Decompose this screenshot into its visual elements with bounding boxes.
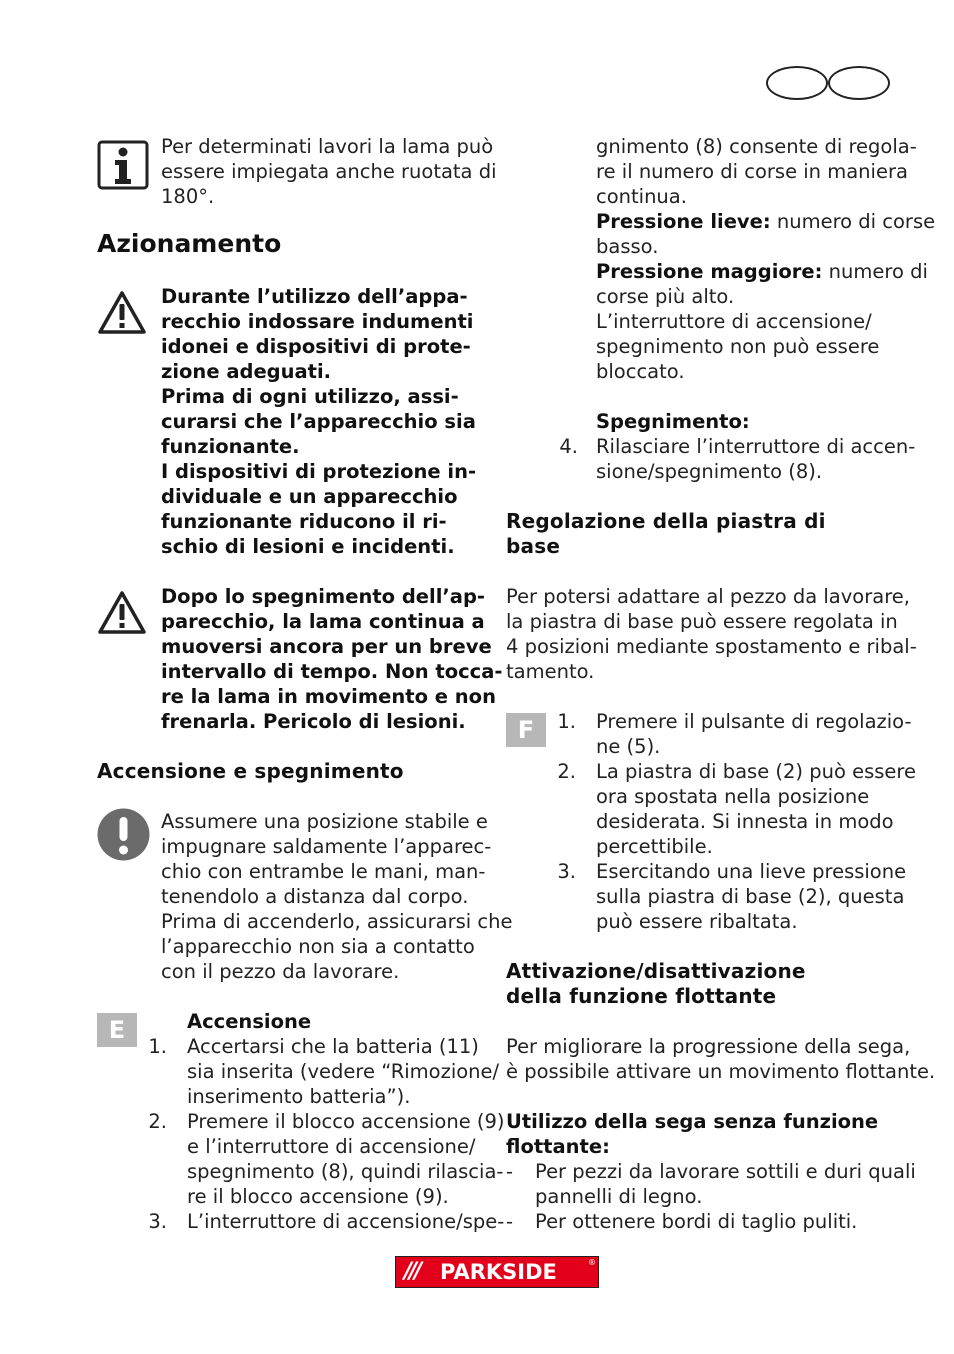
step-line: gnimento (8) consente di regola- (596, 135, 917, 158)
heading-line: della funzione flottante (506, 984, 777, 1008)
caution-line: chio con entrambe le mani, man- (161, 860, 486, 883)
regolazione-intro (506, 584, 917, 684)
caution-text (161, 809, 512, 984)
pressure-strong-text: numero di (822, 260, 928, 283)
step-line: e l’interruttore di accensione/ (187, 1135, 476, 1158)
accensione-steps (137, 1034, 505, 1234)
pressure-light-label: Pressione lieve: (596, 210, 771, 233)
logo-wordmark: PARKSIDE (440, 1260, 557, 1284)
warning-text-2 (161, 584, 502, 734)
subsection-title-senza-flottante (506, 1109, 878, 1159)
step-line: desiderata. Si innesta in modo (596, 810, 894, 833)
bullet-dash: - (506, 1160, 514, 1183)
caution-line: Assumere una posizione stabile e (161, 810, 488, 833)
subtitle-line: Utilizzo della sega senza funzione (506, 1110, 879, 1133)
warning-line: zione adeguati. (161, 360, 332, 383)
step-line: sulla piastra di base (2), questa (596, 885, 905, 908)
step-line: percettibile. (596, 835, 713, 858)
figure-badge-f: F (506, 713, 546, 747)
warning-line: Dopo lo spegnimento dell’ap- (161, 585, 486, 608)
warning-line: intervallo di tempo. Non tocca- (161, 660, 503, 683)
step-line: inserimento batteria”). (187, 1085, 411, 1108)
step-line: La piastra di base (2) può essere (596, 760, 916, 783)
exclamation-circle-icon (97, 808, 150, 861)
logo-slashes: /// (404, 1259, 420, 1284)
step-number: 3. (148, 1210, 167, 1233)
section-title-azionamento: Azionamento (97, 229, 282, 258)
step-text (596, 759, 916, 859)
step-line: Premere il pulsante di regolazio- (596, 710, 912, 733)
step-line: spegnimento (8), quindi rilascia- (187, 1160, 504, 1183)
step-number: 1. (557, 710, 576, 733)
step-line: Esercitando una lieve pressione (596, 860, 907, 883)
caution-line: Prima di accenderlo, assicurarsi che (161, 910, 513, 933)
caution-line: l’apparecchio non sia a contatto (161, 935, 475, 958)
subtitle-line: flottante: (506, 1135, 610, 1158)
step-text (187, 1034, 499, 1109)
warning-triangle-icon (97, 589, 147, 635)
lock-line: spegnimento non può essere (596, 335, 880, 358)
warning-line: re la lama in movimento e non (161, 685, 496, 708)
step-line: può essere ribaltata. (596, 910, 798, 933)
warning-line: funzionante riducono il ri- (161, 510, 447, 533)
bullet-line: pannelli di legno. (535, 1185, 703, 1208)
step-line: Accertarsi che la batteria (11) (187, 1035, 479, 1058)
warning-line: I dispositivi di protezione in- (161, 460, 477, 483)
heading-line: base (506, 534, 561, 558)
warning-triangle-icon (97, 289, 147, 335)
section-title-regolazione (506, 509, 826, 559)
pressure-light-line (596, 209, 935, 234)
flottante-intro (506, 1034, 935, 1084)
heading-line: Regolazione della piastra di (506, 509, 826, 533)
bullet-text (535, 1209, 857, 1234)
intro-line: Per potersi adattare al pezzo da lavorare, (506, 585, 910, 608)
step-line: L’interruttore di accensione/spe- (187, 1210, 505, 1233)
step-line: Premere il blocco accensione (9) (187, 1110, 505, 1133)
warning-line: recchio indossare indumenti (161, 310, 474, 333)
step-text (187, 1209, 504, 1234)
intro-line: 4 posizioni mediante spostamento e ribal- (506, 635, 917, 658)
bullet-text (535, 1159, 916, 1209)
bullet-line: Per pezzi da lavorare sottili e duri quali (535, 1160, 916, 1183)
step-line: re il numero di corse in maniera (596, 160, 908, 183)
warning-line: muoversi ancora per un breve (161, 635, 492, 658)
step-number: 3. (557, 860, 576, 883)
warning-line: Durante l’utilizzo dell’appa- (161, 285, 468, 308)
warning-line: funzionante. (161, 435, 300, 458)
flottante-bullets (506, 1159, 916, 1239)
intro-line: la piastra di base può essere regolata in (506, 610, 898, 633)
warning-line: parecchio, la lama continua a (161, 610, 485, 633)
step-line: sia inserita (vedere “Rimozione/ (187, 1060, 500, 1083)
warning-line: Prima di ogni utilizzo, assi- (161, 385, 459, 408)
intro-line: Per migliorare la progressione della sega, (506, 1035, 911, 1058)
info-note-line: Per determinati lavori la lama può (161, 135, 494, 158)
info-note (161, 134, 497, 209)
pressure-strong-line (596, 259, 935, 284)
figure-badge-e: E (97, 1013, 137, 1047)
step-number: 1. (148, 1035, 167, 1058)
step4-text (596, 434, 915, 484)
lock-line: bloccato. (596, 360, 685, 383)
info-note-line: essere impiegata anche ruotata di (161, 160, 497, 183)
subsection-title-accensione: Accensione (187, 1010, 312, 1033)
regolazione-steps (546, 709, 916, 939)
step-number: 2. (557, 760, 576, 783)
step-text (187, 1109, 505, 1209)
caution-line: tenendolo a distanza dal corpo. (161, 885, 469, 908)
bullet-line: Per ottenere bordi di taglio puliti. (535, 1210, 858, 1233)
step-line: re il blocco accensione (9). (187, 1185, 449, 1208)
step-line: ora spostata nella posizione (596, 785, 870, 808)
warning-line: frenarla. Pericolo di lesioni. (161, 710, 466, 733)
subsection-title-spegnimento: Spegnimento: (596, 410, 750, 433)
language-oval-right (828, 66, 890, 100)
info-note-line: 180°. (161, 185, 215, 208)
parkside-logo (395, 1256, 599, 1288)
intro-line: tamento. (506, 660, 595, 683)
pressure-light-text: basso. (596, 235, 659, 258)
bullet-dash: - (506, 1210, 514, 1233)
step-text (596, 709, 912, 759)
pressure-light-text: numero di corse (770, 210, 936, 233)
logo-registered-mark: ® (588, 1258, 596, 1267)
pressure-strong-text: corse più alto. (596, 285, 735, 308)
section-title-flottante (506, 959, 806, 1009)
step-text (596, 859, 906, 934)
pressure-strong-label: Pressione maggiore: (596, 260, 823, 283)
language-oval-left (766, 66, 828, 100)
warning-line: schio di lesioni e incidenti. (161, 535, 455, 558)
language-indicator (766, 66, 890, 100)
info-icon (97, 140, 149, 190)
step-line: ne (5). (596, 735, 661, 758)
caution-line: impugnare saldamente l’apparec- (161, 835, 492, 858)
section-title-accensione: Accensione e spegnimento (97, 759, 404, 783)
warning-text-1 (161, 284, 476, 559)
step-number: 2. (148, 1110, 167, 1133)
step-line: sione/spegnimento (8). (596, 460, 823, 483)
warning-line: curarsi che l’apparecchio sia (161, 410, 476, 433)
lock-line: L’interruttore di accensione/ (596, 310, 872, 333)
warning-line: dividuale e un apparecchio (161, 485, 458, 508)
caution-line: con il pezzo da lavorare. (161, 960, 400, 983)
step-line: continua. (596, 185, 687, 208)
step3-continuation (596, 134, 935, 384)
warning-line: idonei e dispositivi di prote- (161, 335, 471, 358)
step-number: 4. (559, 435, 578, 458)
intro-line: è possibile attivare un movimento flottante. (506, 1060, 936, 1083)
heading-line: Attivazione/disattivazione (506, 959, 806, 983)
step-line: Rilasciare l’interruttore di accen- (596, 435, 916, 458)
